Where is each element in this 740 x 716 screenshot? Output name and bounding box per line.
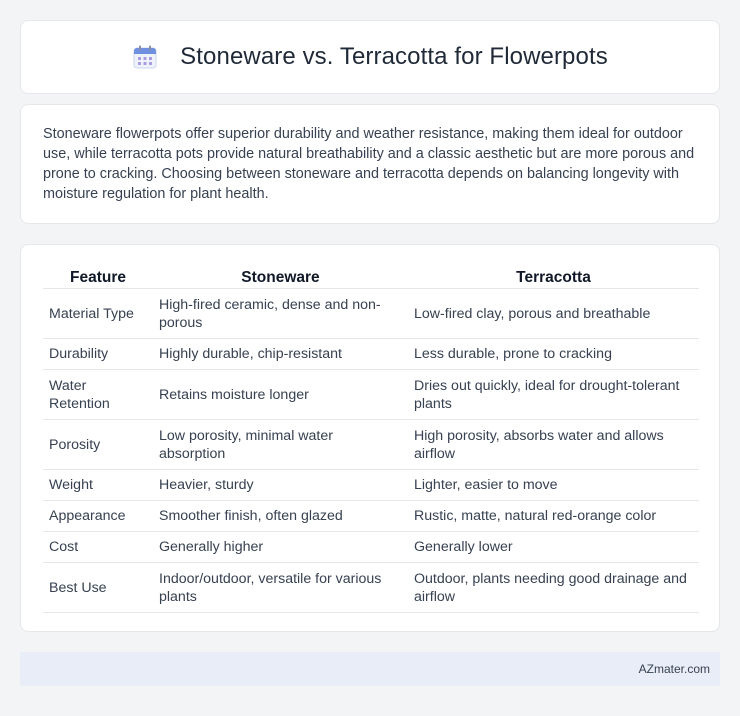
terracotta-cell: High porosity, absorbs water and allows airflow (408, 420, 699, 470)
calendar-icon (132, 44, 158, 70)
page-title: Stoneware vs. Terracotta for Flowerpots (180, 43, 608, 70)
stoneware-cell: Heavier, sturdy (153, 470, 408, 501)
terracotta-cell: Generally lower (408, 532, 699, 563)
comparison-table (43, 265, 699, 613)
comparison-card (20, 244, 720, 632)
stoneware-cell: Low porosity, minimal water absorption (153, 420, 408, 470)
feature-cell: Best Use (43, 563, 153, 613)
table-row (43, 532, 699, 563)
table-row (43, 420, 699, 470)
title-row (132, 43, 608, 71)
table-row (43, 501, 699, 532)
stoneware-cell: Retains moisture longer (153, 370, 408, 420)
stoneware-cell: Highly durable, chip-resistant (153, 339, 408, 370)
terracotta-cell: Less durable, prone to cracking (408, 339, 699, 370)
table-row (43, 470, 699, 501)
terracotta-cell: Low-fired clay, porous and breathable (408, 289, 699, 339)
column-header-terracotta: Terracotta (408, 265, 699, 289)
column-header-stoneware: Stoneware (153, 265, 408, 289)
feature-cell: Porosity (43, 420, 153, 470)
column-header-feature: Feature (43, 265, 153, 289)
summary-text: Stoneware flowerpots offer superior durability and weather resistance, making them ideal for outdoor use, while terracotta pots provide natural breathability and a classic aesthetic but are more porous and prone to cracking. Choosing between stoneware and terracotta depends on balancing longevity with moisture regulation for plant health. (43, 126, 695, 202)
table-header-row (43, 265, 699, 289)
terracotta-cell: Outdoor, plants needing good drainage and airflow (408, 563, 699, 613)
feature-cell: Weight (43, 470, 153, 501)
table-row (43, 563, 699, 613)
terracotta-cell: Rustic, matte, natural red-orange color (408, 501, 699, 532)
feature-cell: Cost (43, 532, 153, 563)
table-row (43, 339, 699, 370)
feature-cell: Appearance (43, 501, 153, 532)
stoneware-cell: Generally higher (153, 532, 408, 563)
footer-source: AZmater.com (638, 662, 710, 676)
stoneware-cell: High-fired ceramic, dense and non-porous (153, 289, 408, 339)
title-card (20, 20, 720, 94)
table-row (43, 289, 699, 339)
summary-card (20, 104, 720, 224)
stoneware-cell: Indoor/outdoor, versatile for various plants (153, 563, 408, 613)
footer-bar (20, 652, 720, 686)
feature-cell: Material Type (43, 289, 153, 339)
stoneware-cell: Smoother finish, often glazed (153, 501, 408, 532)
terracotta-cell: Dries out quickly, ideal for drought-tolerant plants (408, 370, 699, 420)
feature-cell: Durability (43, 339, 153, 370)
feature-cell: Water Retention (43, 370, 153, 420)
terracotta-cell: Lighter, easier to move (408, 470, 699, 501)
table-row (43, 370, 699, 420)
